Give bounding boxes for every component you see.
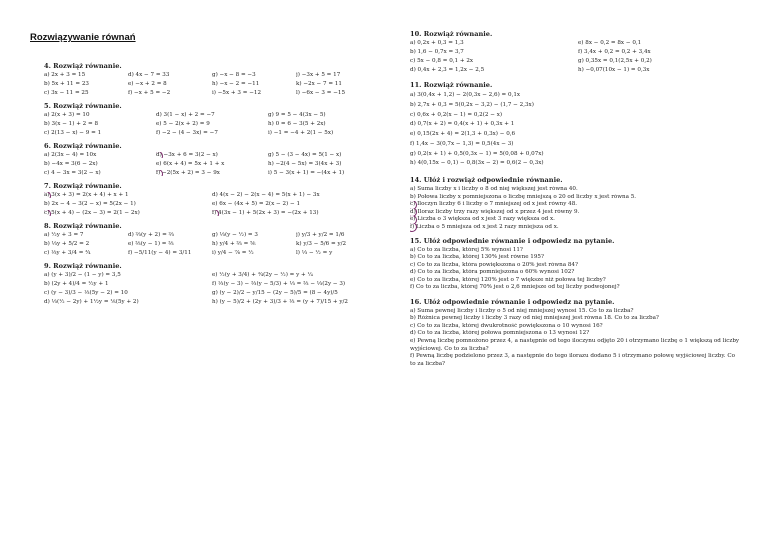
equation-item: h) 0 = 6 − 3(5 + 2x) [268, 121, 326, 127]
equation-item: f) 1,4x − 3(0,7x − 1,3) = 0,5(4x − 3) [410, 140, 514, 147]
equation-item: c) 4 − 3x = 3(2 − x) [44, 170, 101, 176]
equation-item: e) 5 − 2(x + 2) = 9 [156, 121, 210, 127]
equation-item: a) 3(x + 3) = 2(x + 4) + x + 1 [44, 192, 206, 198]
equation-item: c) Co to za liczba, która powiększona o 20% jest równa 84? [410, 261, 578, 268]
exercise-title: 10. Rozwiąż równanie. [410, 30, 493, 38]
equation-item: d) 0,7(x + 2) = 0,4(x + 1) + 0,3x + 1 [410, 121, 515, 128]
equation-item: h) −x − 2 = −11 [212, 81, 260, 87]
equation-item: a) 2x + 3 = 15 [44, 72, 86, 78]
equation-item: g) 5 − (3 − 4x) = 5(1 − x) [268, 152, 342, 158]
equation-item: g) ⅓(y − ½) = 3 [212, 232, 258, 238]
equation-item: h) y/4 + ⅔ = ⅚ [212, 241, 256, 247]
equation-item: h) (y − 5)/2 + (2y + 3)/3 + ⅓ = (y + 7)/15 + y/2 [212, 299, 348, 305]
exercise-right-3 [410, 237, 740, 292]
equation-item: a) 3(0,4x + 1,2) − 2(0,3x − 2,6) = 0,1x [410, 92, 521, 98]
equation-item: d) Co to za liczba, której połowa pomniejszona o 13 wynosi 12? [410, 330, 590, 337]
exercise-title: 15. Ułóż odpowiednie równanie i odpowiedz na pytanie. [410, 236, 615, 245]
exercise-items [410, 186, 740, 231]
equation-item: b) (2y + 4)/4 = ½y + 1 [44, 281, 109, 287]
equation-item: d) 3(1 − x) + 2 = −7 [156, 112, 215, 118]
exercise-items [44, 272, 374, 305]
equation-item: i) −5x + 3 = −12 [212, 90, 261, 96]
equation-item: b) 5x + 11 = 23 [44, 81, 89, 87]
exercise-left-3 [44, 182, 374, 216]
equation-item: h) 4(0,15x − 0,1) − 0,8(3x − 2) = 0,6(2 − 0,3x) [410, 160, 544, 167]
equation-item: h) −0,07(10x − 1) = 0,3x [578, 67, 650, 73]
right-column [410, 30, 740, 368]
equation-item: a) (y + 3)/2 − (1 − y) = 3,5 [44, 272, 121, 278]
exercise-items [410, 40, 740, 73]
exercise-items [410, 308, 740, 368]
equation-item: c) 3x − 11 = 25 [44, 90, 89, 96]
equation-item: k) −2x − 7 = 11 [296, 81, 342, 87]
equation-item: e) ½(y + 3/4) + ¾(2y − ½) = y + ¼ [212, 272, 313, 278]
exercise-right-4 [410, 298, 740, 368]
equation-item: e) −x + 2 = 8 [128, 81, 167, 87]
exercise-items [44, 72, 374, 96]
equation-item: b) 2x − 4 − 3(2 − x) = 5(2x − 1) [44, 201, 136, 207]
equation-item: b) 2,7x + 0,3 = 5(0,2x − 3,2) − (1,7 − 2,3x) [410, 101, 534, 108]
equation-item: a) 2(3x − 4) = 10x [44, 152, 97, 158]
equation-item: d) ⅔(y + 2) = ⅔ [128, 232, 174, 238]
equation-item: a) 0,2x + 0,3 = 1,3 [410, 40, 464, 46]
equation-item: g) 9 = 5 − 4(3x − 5) [268, 112, 326, 118]
equation-item: j) −3x + 5 = 17 [296, 72, 341, 78]
equation-item: f) −5/11(y − 4) = 3/11 [128, 250, 192, 256]
equation-item: b) 3(x − 1) + 2 = 8 [44, 121, 99, 127]
equation-item: g) 0,2(x + 1) + 0,5(0,3x − 1) = 5(0,08 + 0,07x) [410, 150, 544, 157]
equation-item: g) −x − 8 = −3 [212, 72, 256, 78]
equation-item: f) Liczba o 5 mniejsza od x jest 2 razy mniejsza od x. [410, 224, 740, 232]
exercise-left-4 [44, 222, 374, 256]
equation-item: c) Iloczyn liczby 6 i liczby o 7 mniejszej od x jest równy 48. [410, 201, 740, 209]
exercise-right-2 [410, 176, 740, 231]
equation-item: d) 4x − 7 = 33 [128, 72, 170, 78]
equation-item: f) Pewną liczbę podzielono przez 3, a następnie do tego ilorazu dodano 5 i otrzymano połowę wyjściowej liczby. Co to za liczba? [410, 353, 735, 367]
exercise-title: 6. Rozwiąż równanie. [44, 142, 122, 150]
equation-item: h) −2(4 − 5x) = 3(4x + 3) [268, 161, 342, 167]
exercise-items [410, 91, 740, 169]
equation-item: b) −4x = 3(6 − 2x) [44, 161, 98, 167]
equation-item: f) Co to za liczba, której 70% jest o 2,6 mniejsze od tej liczby podwojonej? [410, 284, 620, 291]
equation-item: e) 0,15(2x + 4) = 2(1,3 + 0,3x) − 0,6 [410, 131, 516, 138]
exercise-title: 16. Ułóż odpowiednie równanie i odpowiedz na pytanie. [410, 297, 615, 306]
equation-item: k) y/3 − 5/6 = y/2 [296, 241, 347, 247]
exercise-title: 5. Rozwiąż równanie. [44, 102, 122, 110]
equation-item: e) ⅔(y − 1) = ⅔ [128, 241, 174, 247]
equation-item: f) 4(3x − 1) + 5(2x + 3) = −(2x + 13) [212, 210, 374, 216]
equation-item: a) Suma pewnej liczby i liczby o 5 od niej mniejszej wynosi 15. Co to za liczba? [410, 307, 634, 314]
equation-item: a) Co to za liczba, której 5% wynosi 11? [410, 246, 523, 253]
equation-item: d) Co to za liczba, która pomniejszona o 60% wynosi 102? [410, 269, 575, 276]
equation-item: i) y/4 − ⅞ = ½ [212, 250, 254, 256]
equation-item: d) ⅓(½ − 2y) + 1½y = ⅙(5y + 2) [44, 299, 139, 305]
equation-item: c) 0,6x + 0,2(x − 1) = 0,2(2 − x) [410, 111, 503, 118]
exercise-left-2 [44, 142, 374, 176]
equation-item: l) ⅓ − ½ = y [296, 250, 333, 256]
equation-item: f) ⅓(y − 3) − ⅔(y − 5/3) + ⅓ = ⅔ − ⅓(2y − 3) [212, 281, 346, 287]
equation-item: c) (y − 3)/3 − ⅓(5y − 2) = 10 [44, 290, 128, 296]
equation-item: d) 0,4x + 2,3 = 1,2x − 2,5 [410, 67, 485, 73]
exercise-title: 14. Ułóż i rozwiąż odpowiednie równanie. [410, 176, 563, 185]
exercise-right-1 [410, 81, 740, 169]
equation-item: c) Co to za liczba, której dwukrotność powiększona o 10 wynosi 16? [410, 322, 603, 329]
equation-item: c) 5(x + 4) − (2x − 3) = 2(1 − 2x) [44, 210, 206, 216]
equation-item: j) y/3 + y/2 = 1/6 [296, 232, 345, 238]
exercise-items [44, 112, 374, 136]
equation-item: f) −x + 5 = −2 [128, 90, 171, 96]
page-title: Rozwiązywanie równań [30, 32, 136, 43]
equation-item: e) 6x − (4x + 5) = 2(x − 2) − 1 [212, 201, 301, 207]
equation-item: b) ⅓y + 5/2 = 2 [44, 241, 90, 247]
equation-item: i) 5 − 3(x + 1) = −(4x + 1) [268, 170, 345, 176]
equation-item: f) 3,4x + 0,2 = 0,2 + 3,4x [578, 49, 651, 55]
equation-item: a) Suma liczby x i liczby o 8 od niej większej jest równa 40. [410, 186, 578, 193]
exercise-items [44, 152, 374, 176]
equation-item: d) −3x + 6 = 3(2 − x) [156, 152, 262, 158]
equation-item: c) ⅓y + 3/4 = ¾ [44, 250, 91, 256]
equation-item: g) 0,35x = 0,1(2,5x + 0,2) [578, 58, 652, 64]
exercise-items [44, 192, 374, 216]
equation-item: a) 2(x + 3) = 10 [44, 112, 90, 118]
equation-item: b) Co to za liczba, której 130% jest równe 195? [410, 254, 544, 261]
equation-item: f) −2 − (4 − 3x) = −7 [156, 130, 218, 136]
equation-item: d) 4(x − 2) − 2(x − 4) = 5(x + 1) − 3x [212, 192, 320, 198]
equation-item: b) 1,6 − 0,7x = 3,7 [410, 49, 464, 55]
exercise-items [44, 232, 374, 256]
equation-item: l) −6x − 3 = −15 [296, 90, 345, 96]
exercise-left-5 [44, 262, 374, 305]
equation-item: d) Iloraz liczby trzy razy większej od x przez 4 jest równy 9. [410, 209, 740, 217]
exercise-left-0 [44, 62, 374, 96]
exercise-title: 7. Rozwiąż równanie. [44, 182, 122, 190]
equation-item: i) −1 = −4 + 2(1 − 5x) [268, 130, 334, 136]
equation-item: b) Połowa liczby x pomniejszona o liczbę mniejszą o 20 od liczby x jest równa 5. [410, 193, 637, 200]
equation-item: e) 8x − 0,2 = 8x − 0,1 [578, 40, 642, 46]
exercise-title: 9. Rozwiąż równanie. [44, 262, 122, 270]
equation-item: e) 6(x + 4) = 5x + 1 + x [156, 161, 225, 167]
equation-item: c) 2(13 − x) − 9 = 1 [44, 130, 102, 136]
exercise-right-0 [410, 30, 740, 73]
exercise-title: 8. Rozwiąż równanie. [44, 222, 122, 230]
exercise-title: 4. Rozwiąż równanie. [44, 62, 122, 70]
equation-item: a) ½y + 3 = 7 [44, 232, 84, 238]
equation-item: c) 5x − 0,8 = 0,1 + 2x [410, 58, 474, 64]
equation-item: f) −2(5x + 2) = 3 − 9x [156, 170, 262, 176]
equation-item: e) Pewną liczbę pomnożono przez 4, a następnie od tego iloczynu odjęto 20 i otrzymano liczbę o 1 większą od liczby wyjściowej. Co to za liczba? [410, 338, 740, 352]
equation-item: g) (y − 2)/2 − y/15 − (2y − 5)/5 = (8 − 4y)/5 [212, 290, 338, 296]
exercise-items [410, 247, 740, 292]
left-column [44, 62, 374, 311]
equation-item: e) Liczba o 3 większa od x jest 3 razy większa od x. [410, 216, 740, 224]
equation-item: b) Różnica pewnej liczby i liczby 3 razy od niej mniejszej jest równa 18. Co to za liczba? [410, 315, 659, 322]
equation-item: e) Co to za liczba, której 120% jest o 7 większe niż połowa tej liczby? [410, 276, 606, 283]
exercise-left-1 [44, 102, 374, 136]
exercise-title: 11. Rozwiąż równanie. [410, 81, 493, 89]
